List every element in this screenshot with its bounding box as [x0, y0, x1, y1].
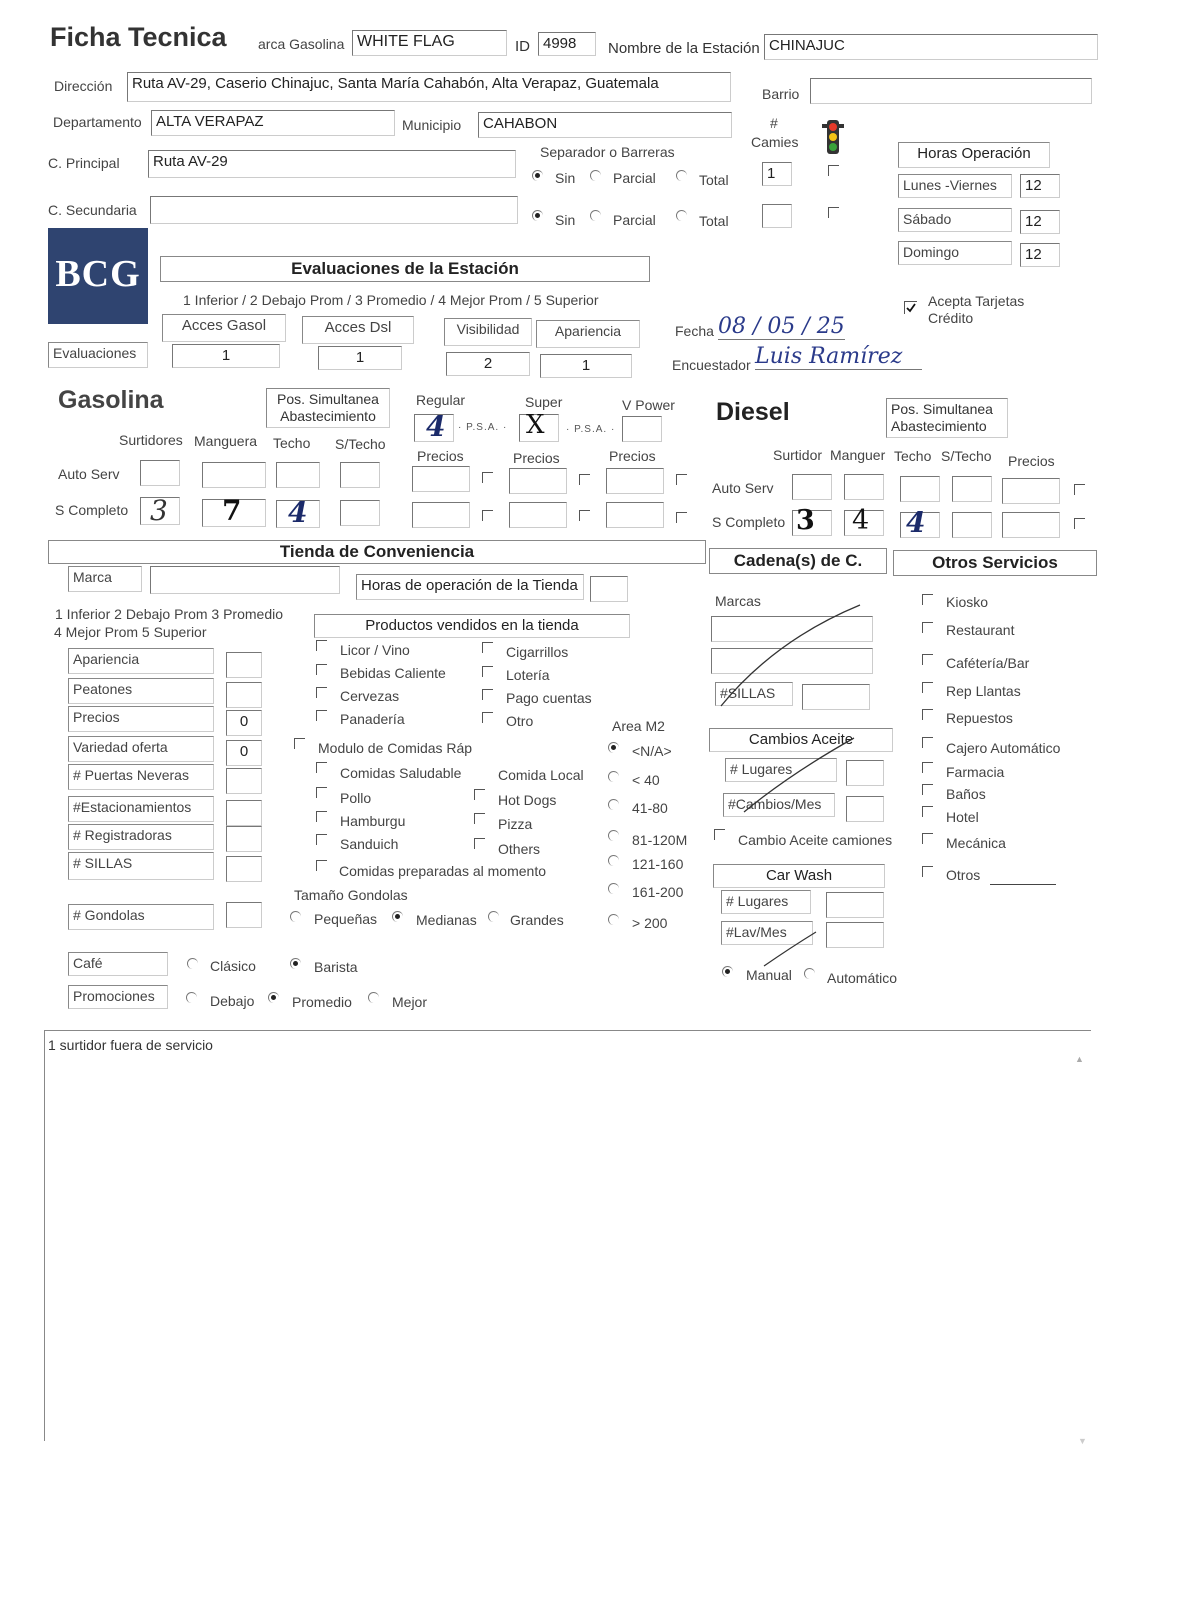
otros-otros-line	[990, 884, 1056, 885]
otros-otros-label: Otros	[946, 867, 981, 883]
gas-comp-precio-regular[interactable]	[412, 502, 470, 528]
cafe-barista-label: Barista	[314, 959, 358, 975]
municipio-field[interactable]: CAHABON	[478, 112, 732, 138]
prod-cervezas-checkbox[interactable]	[316, 687, 327, 698]
departamento-field[interactable]: ALTA VERAPAZ	[151, 110, 395, 136]
tamano-pequenas-radio[interactable]	[290, 911, 301, 922]
sep1-parcial-radio[interactable]	[590, 170, 601, 181]
carwash-lugares-field[interactable]	[826, 892, 884, 918]
gas-auto-cb-vpower[interactable]	[676, 474, 687, 485]
camiones-row1-field[interactable]: 1	[762, 162, 792, 186]
fecha-label: Fecha	[675, 323, 714, 339]
productos-header: Productos vendidos en la tienda	[314, 614, 630, 638]
direccion-field[interactable]: Ruta AV-29, Caserio Chinajuc, Santa María Cahabón, Alta Verapaz, Guatemala	[127, 72, 731, 102]
notes-scroll-down-icon[interactable]: ▼	[1078, 1436, 1087, 1446]
gasolina-col-techo: Techo	[273, 435, 311, 451]
otros-llantas-label: Rep Llantas	[946, 683, 1021, 699]
comida-others-label: Others	[498, 841, 541, 857]
traffic-light-icon	[820, 118, 846, 158]
otros-mecanica-label: Mecánica	[946, 835, 1006, 851]
gasolina-col-manguera: Manguera	[194, 433, 258, 449]
dsl-comp-techo-value: 4	[906, 506, 926, 539]
secundaria-field[interactable]	[150, 196, 518, 224]
dsl-auto-manguer[interactable]	[844, 474, 884, 500]
prod-panaderia-checkbox[interactable]	[316, 710, 327, 721]
eval-acces-dsl-label: Acces Dsl	[302, 316, 414, 344]
bcg-logo-text: BCG	[55, 253, 141, 295]
diesel-col-surtidor: Surtidor	[773, 447, 823, 463]
cadena-sillas-label: #SILLAS	[715, 682, 793, 706]
gasolina-precios-1: Precios	[417, 448, 464, 464]
tienda-header: Tienda de Conveniencia	[48, 540, 706, 564]
departamento-label: Departamento	[53, 114, 142, 130]
gasolina-super-label: Super	[525, 394, 563, 410]
gas-auto-cb-regular[interactable]	[482, 472, 493, 483]
prod-bebidas-label: Bebidas Caliente	[340, 665, 446, 681]
tamano-medianas-label: Medianas	[416, 912, 477, 928]
tienda-scale-1: 1 Inferior 2 Debajo Prom 3 Promedio	[55, 606, 283, 622]
carwash-lugares-label: # Lugares	[721, 890, 811, 914]
comidas-saludable-label: Comidas Saludable	[340, 765, 462, 781]
notes-text: 1 surtidor fuera de servicio	[48, 1037, 213, 1053]
prod-otro-label: Otro	[506, 713, 534, 729]
sep2-sin-radio[interactable]	[532, 210, 543, 221]
modulo-label: Modulo de Comidas Ráp	[318, 740, 473, 756]
gasolina-vpower-label: V Power	[622, 397, 675, 413]
carwash-lavmes-field[interactable]	[826, 922, 884, 948]
tienda-scale-2: 4 Mejor Prom 5 Superior	[54, 624, 207, 640]
rating-estacionamientos-field[interactable]	[226, 800, 262, 826]
cambios-strike-line	[740, 734, 860, 814]
prod-pago-checkbox[interactable]	[482, 689, 493, 700]
dsl-auto-cb[interactable]	[1074, 484, 1085, 495]
area-161-200-radio[interactable]	[608, 883, 619, 894]
nombre-label: Nombre de la Estación	[608, 40, 760, 57]
gas-comp-cb-vpower[interactable]	[676, 512, 687, 523]
otros-otros-checkbox[interactable]	[922, 866, 933, 877]
gas-comp-manguera-value: 7	[222, 494, 242, 527]
comida-sanduich-checkbox[interactable]	[316, 834, 327, 845]
otros-repuestos-checkbox[interactable]	[922, 709, 933, 720]
prod-licor-checkbox[interactable]	[316, 640, 327, 651]
direccion-label: Dirección	[54, 78, 113, 94]
encuestador-label: Encuestador	[672, 357, 751, 373]
tamano-grandes-radio[interactable]	[488, 911, 499, 922]
principal-label: C. Principal	[48, 155, 120, 171]
prod-pago-label: Pago cuentas	[506, 690, 592, 706]
gas-comp-techo-value: 4	[288, 496, 308, 529]
rating-sillas-field[interactable]	[226, 856, 262, 882]
evaluaciones-row-label: Evaluaciones	[48, 342, 148, 368]
dsl-auto-surtidor[interactable]	[792, 474, 832, 500]
gasolina-col-stecho: S/Techo	[335, 436, 386, 452]
area-41-80-label: 41-80	[632, 800, 668, 816]
otros-restaurant-checkbox[interactable]	[922, 622, 933, 633]
cambios-lugares-label: # Lugares	[725, 758, 837, 782]
gas-auto-surtidores[interactable]	[140, 460, 180, 486]
carwash-header: Car Wash	[713, 864, 885, 888]
gondolas-field[interactable]	[226, 902, 262, 928]
tarjetas-label: Acepta Tarjetas Crédito	[928, 293, 1025, 326]
promo-promedio-label: Promedio	[292, 994, 352, 1010]
gas-comp-surtidores-value: 3	[150, 494, 168, 527]
tamano-pequenas-label: Pequeñas	[314, 911, 378, 927]
gasolina-vpower-field[interactable]	[622, 416, 662, 442]
id-label: ID	[515, 38, 530, 55]
barrio-field[interactable]	[810, 78, 1092, 104]
diesel-completo-label: S Completo	[712, 514, 786, 530]
camiones-hash: #	[770, 115, 778, 131]
otros-header: Otros Servicios	[893, 550, 1097, 576]
cafe-barista-radio[interactable]	[290, 958, 301, 969]
gas-comp-cb-regular[interactable]	[482, 510, 493, 521]
otros-mecanica-checkbox[interactable]	[922, 833, 933, 844]
gas-auto-precio-vpower[interactable]	[606, 468, 664, 494]
gas-auto-stecho[interactable]	[340, 462, 380, 488]
gas-auto-manguera[interactable]	[202, 462, 266, 488]
notes-scroll-up-icon[interactable]: ▲	[1075, 1054, 1084, 1064]
rating-sillas-label: # SILLAS	[68, 852, 214, 880]
dsl-comp-stecho[interactable]	[952, 512, 992, 538]
carwash-manual-radio[interactable]	[722, 966, 733, 977]
otros-kiosko-label: Kiosko	[946, 594, 989, 610]
comida-pollo-label: Pollo	[340, 790, 372, 806]
area-label: Area M2	[612, 718, 665, 734]
rating-peatones-field[interactable]	[226, 682, 262, 708]
marca-label: arca Gasolina	[258, 36, 345, 52]
carwash-auto-radio[interactable]	[804, 968, 815, 979]
psa-regular: · P.S.A. ·	[458, 422, 508, 433]
carwash-strike-line	[760, 928, 820, 968]
tamano-medianas-radio[interactable]	[392, 911, 403, 922]
sep2-total-radio[interactable]	[676, 210, 687, 221]
rating-precios-field[interactable]: 0	[226, 710, 262, 736]
horas-sabado-label: Sábado	[898, 208, 1012, 232]
cadena-header: Cadena(s) de C.	[709, 548, 887, 574]
gasolina-completo-label: S Completo	[55, 502, 129, 518]
horas-sabado-field[interactable]: 12	[1020, 210, 1060, 234]
area-161-200-label: 161-200	[632, 884, 684, 900]
comida-others-checkbox[interactable]	[474, 838, 485, 849]
camiones-label: Camies	[751, 134, 799, 150]
gasolina-super-mark: X	[526, 410, 545, 440]
gasolina-auto-label: Auto Serv	[58, 466, 120, 482]
horas-lunes-label: Lunes -Viernes	[898, 174, 1012, 198]
prod-panaderia-label: Panadería	[340, 711, 405, 727]
gasolina-regular-label: Regular	[416, 392, 466, 408]
municipio-label: Municipio	[402, 117, 462, 133]
prod-loteria-label: Lotería	[506, 667, 550, 683]
rating-registradoras-label: # Registradoras	[68, 824, 214, 850]
gasolina-pos-label: Pos. Simultanea Abastecimiento	[266, 388, 390, 428]
psa-super: · P.S.A. ·	[566, 424, 616, 435]
gas-comp-precio-vpower[interactable]	[606, 502, 664, 528]
gasolina-col-surtidores: Surtidores	[119, 432, 183, 448]
gas-comp-precio-super[interactable]	[509, 502, 567, 528]
evaluaciones-scale: 1 Inferior / 2 Debajo Prom / 3 Promedio / 4 Mejor Prom / 5 Superior	[183, 292, 599, 308]
area-200-label: > 200	[632, 915, 668, 931]
carwash-lavmes-label: #Lav/Mes	[721, 921, 813, 945]
tamano-label: Tamaño Gondolas	[294, 887, 408, 903]
otros-farmacia-checkbox[interactable]	[922, 762, 933, 773]
sep1-parcial-label: Parcial	[613, 170, 656, 186]
comida-hotdogs-checkbox[interactable]	[474, 789, 485, 800]
eval-acces-gasol-field[interactable]: 1	[172, 344, 280, 368]
rating-estacionamientos-label: #Estacionamientos	[68, 796, 214, 822]
page-title: Ficha Tecnica	[50, 22, 227, 52]
otros-farmacia-label: Farmacia	[946, 764, 1005, 780]
prod-licor-label: Licor / Vino	[340, 642, 410, 658]
rating-variedad-label: Variedad oferta	[68, 736, 214, 762]
dsl-auto-stecho[interactable]	[952, 476, 992, 502]
diesel-col-techo: Techo	[894, 448, 932, 464]
diesel-col-manguer: Manguer	[830, 447, 886, 463]
promo-debajo-label: Debajo	[210, 993, 255, 1009]
prod-otro-checkbox[interactable]	[482, 712, 493, 723]
horas-domingo-field[interactable]: 12	[1020, 243, 1060, 267]
comidas-saludable-checkbox[interactable]	[316, 762, 327, 773]
tarjetas-checkbox[interactable]	[904, 301, 917, 314]
area-121-160-label: 121-160	[632, 856, 684, 872]
comidas-preparadas-label: Comidas preparadas al momento	[339, 863, 546, 879]
otros-cajero-checkbox[interactable]	[922, 737, 933, 748]
rating-apariencia-label: Apariencia	[68, 648, 214, 674]
cafe-clasico-radio[interactable]	[187, 958, 198, 969]
gondolas-label: # Gondolas	[68, 904, 214, 930]
sep2-total-label: Total	[699, 213, 729, 229]
area-81-120-label: 81-120M	[632, 832, 688, 848]
rating-apariencia-field[interactable]	[226, 652, 262, 678]
cambios-mes-label: #Cambios/Mes	[723, 793, 835, 817]
cambios-header: Cambios Aceite	[709, 728, 893, 752]
principal-field[interactable]: Ruta AV-29	[148, 150, 516, 178]
camiones-row2-field[interactable]	[762, 204, 792, 228]
comida-hotdogs-label: Hot Dogs	[498, 792, 557, 808]
otros-cafeteria-checkbox[interactable]	[922, 654, 933, 665]
eval-acces-gasol-label: Acces Gasol	[162, 314, 286, 342]
gas-auto-precio-super[interactable]	[509, 468, 567, 494]
cadena-marcas-label: Marcas	[715, 593, 761, 609]
gas-auto-cb-super[interactable]	[579, 474, 590, 485]
comida-pollo-checkbox[interactable]	[316, 787, 327, 798]
diesel-col-stecho: S/Techo	[941, 448, 992, 464]
cafe-clasico-label: Clásico	[210, 958, 256, 974]
eval-apariencia-label: Apariencia	[536, 320, 640, 348]
tamano-grandes-label: Grandes	[510, 912, 564, 928]
diesel-auto-label: Auto Serv	[712, 480, 774, 496]
tienda-horas-label: Horas de operación de la Tienda	[356, 574, 584, 600]
gasolina-title: Gasolina	[58, 386, 164, 414]
rating-registradoras-field[interactable]	[226, 826, 262, 852]
tienda-marca-field[interactable]	[150, 566, 340, 594]
sep1-total-radio[interactable]	[676, 170, 687, 181]
barrio-label: Barrio	[762, 86, 800, 102]
horas-lunes-field[interactable]: 12	[1020, 174, 1060, 198]
otros-repuestos-label: Repuestos	[946, 710, 1013, 726]
comida-pizza-label: Pizza	[498, 816, 533, 832]
otros-cafeteria-label: Cafétería/Bar	[946, 655, 1030, 671]
rating-neveras-label: # Puertas Neveras	[68, 764, 214, 790]
dsl-comp-precio[interactable]	[1002, 512, 1060, 538]
gas-auto-techo[interactable]	[276, 462, 320, 488]
otros-hotel-checkbox[interactable]	[922, 806, 933, 817]
otros-llantas-checkbox[interactable]	[922, 682, 933, 693]
dsl-auto-precio[interactable]	[1002, 478, 1060, 504]
cafe-label: Café	[68, 952, 168, 976]
prod-bebidas-checkbox[interactable]	[316, 664, 327, 675]
modulo-checkbox[interactable]	[294, 738, 305, 749]
eval-visibilidad-field[interactable]: 2	[446, 352, 530, 376]
camiones-row2-checkbox[interactable]	[828, 207, 839, 218]
marca-field[interactable]: WHITE FLAG	[352, 30, 507, 56]
otros-kiosko-checkbox[interactable]	[922, 594, 933, 605]
gas-comp-cb-super[interactable]	[579, 510, 590, 521]
rating-neveras-field[interactable]	[226, 768, 262, 794]
notes-area[interactable]	[44, 1030, 1091, 1441]
dsl-comp-cb[interactable]	[1074, 518, 1085, 529]
comida-local-label: Comida Local	[498, 767, 584, 783]
otros-banos-label: Baños	[946, 786, 986, 802]
camiones-row1-checkbox[interactable]	[828, 165, 839, 176]
promo-mejor-label: Mejor	[392, 994, 428, 1010]
gasolina-precios-3: Precios	[609, 448, 656, 464]
comida-hamburgu-label: Hamburgu	[340, 813, 406, 829]
id-field[interactable]: 4998	[538, 32, 596, 56]
otros-cajero-label: Cajero Automático	[946, 740, 1061, 756]
dsl-auto-techo[interactable]	[900, 476, 940, 502]
area-na-radio[interactable]	[608, 742, 619, 753]
cambio-camiones-checkbox[interactable]	[714, 829, 725, 840]
sep2-sin-label: Sin	[555, 212, 576, 228]
otros-banos-checkbox[interactable]	[922, 784, 933, 795]
eval-acces-dsl-field[interactable]: 1	[318, 346, 402, 370]
evaluaciones-header: Evaluaciones de la Estación	[160, 256, 650, 282]
area-40-label: < 40	[632, 772, 660, 788]
promo-mejor-radio[interactable]	[368, 992, 379, 1003]
area-81-120-radio[interactable]	[608, 830, 619, 841]
gas-comp-stecho[interactable]	[340, 500, 380, 526]
dsl-comp-surtidor-value: 3	[796, 505, 815, 536]
sep2-parcial-label: Parcial	[613, 212, 656, 228]
gasolina-regular-value: 4	[426, 410, 446, 443]
prod-cigarrillos-checkbox[interactable]	[482, 642, 493, 653]
cadena-strike-line	[715, 600, 875, 710]
diesel-col-precios: Precios	[1008, 453, 1055, 469]
cambio-camiones-label: Cambio Aceite camiones	[738, 832, 893, 848]
sep1-sin-radio[interactable]	[532, 170, 543, 181]
carwash-manual-label: Manual	[746, 967, 792, 983]
promo-promedio-radio[interactable]	[268, 992, 279, 1003]
prod-loteria-checkbox[interactable]	[482, 666, 493, 677]
separador-label: Separador o Barreras	[540, 144, 675, 160]
fecha-value[interactable]: 08 / 05 / 25	[718, 314, 845, 339]
sep1-sin-label: Sin	[555, 170, 576, 186]
rating-variedad-field[interactable]: 0	[226, 740, 262, 766]
diesel-title: Diesel	[716, 398, 790, 426]
prod-cervezas-label: Cervezas	[340, 688, 400, 704]
eval-visibilidad-label: Visibilidad	[444, 318, 532, 346]
area-40-radio[interactable]	[608, 771, 619, 782]
horas-header: Horas Operación	[898, 142, 1050, 168]
rating-precios-label: Precios	[68, 706, 214, 732]
tienda-marca-label: Marca	[68, 566, 142, 592]
area-121-160-radio[interactable]	[608, 855, 619, 866]
tienda-horas-field[interactable]	[590, 576, 628, 602]
promo-debajo-radio[interactable]	[186, 992, 197, 1003]
comida-hamburgu-checkbox[interactable]	[316, 811, 327, 822]
gas-auto-precio-regular[interactable]	[412, 466, 470, 492]
comida-sanduich-label: Sanduich	[340, 836, 399, 852]
prod-cigarrillos-label: Cigarrillos	[506, 644, 569, 660]
dsl-comp-manguer-value: 4	[852, 505, 870, 536]
diesel-pos-label: Pos. Simultanea Abastecimiento	[886, 398, 1008, 438]
area-na-label: <N/A>	[632, 743, 672, 759]
comidas-preparadas-checkbox[interactable]	[316, 860, 327, 871]
promo-label: Promociones	[68, 985, 168, 1009]
area-200-radio[interactable]	[608, 914, 619, 925]
gasolina-precios-2: Precios	[513, 450, 560, 466]
sep2-parcial-radio[interactable]	[590, 210, 601, 221]
carwash-auto-label: Automático	[827, 970, 898, 986]
sep1-total-label: Total	[699, 172, 729, 188]
comida-pizza-checkbox[interactable]	[474, 813, 485, 824]
otros-restaurant-label: Restaurant	[946, 622, 1015, 638]
otros-hotel-label: Hotel	[946, 809, 979, 825]
rating-peatones-label: Peatones	[68, 678, 214, 704]
secundaria-label: C. Secundaria	[48, 202, 137, 218]
horas-domingo-label: Domingo	[898, 241, 1012, 265]
encuestador-value[interactable]: Luis Ramírez	[755, 344, 922, 370]
eval-apariencia-field[interactable]: 1	[540, 354, 632, 378]
nombre-field[interactable]: CHINAJUC	[764, 34, 1098, 60]
area-41-80-radio[interactable]	[608, 799, 619, 810]
